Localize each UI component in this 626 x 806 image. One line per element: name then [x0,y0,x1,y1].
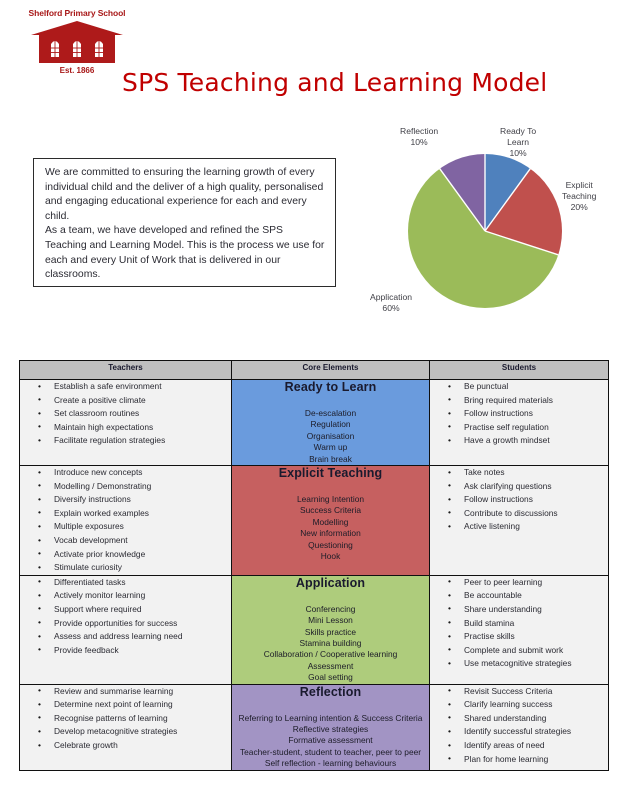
pie-label-et-value: 20% [570,202,588,212]
list-item: • Be punctual [464,380,608,394]
page-header [0,0,626,118]
list-item: • Explain worked examples [54,507,231,521]
students-cell-ready-to-learn [430,380,609,466]
list-item: • Establish a safe environment [54,380,231,394]
table-row [20,380,609,466]
teachers-list [20,576,231,658]
core-element-title: Explicit Teaching [278,466,383,481]
list-item: • Follow instructions [464,493,608,507]
list-item: • Diversify instructions [54,493,231,507]
table-row [20,575,609,684]
teaching-learning-model-table [19,360,609,771]
core-element-item: Hook [320,551,341,562]
pie-slices [408,154,562,308]
students-list [430,466,608,534]
mission-statement-box [33,158,336,287]
core-element-item: Teacher-student, student to teacher, peer to peer [239,746,422,757]
list-item: • Peer to peer learning [464,576,608,590]
students-list [430,576,608,671]
list-item: • Plan for home learning [464,753,608,767]
list-item: • Revisit Success Criteria [464,685,608,699]
list-item: • Create a positive climate [54,394,231,408]
table-body [20,380,609,771]
core-element-item: Reflective strategies [292,724,369,735]
core-element-cell-ready-to-learn [232,380,430,466]
pie-label-ref-value: 10% [410,137,428,147]
teachers-cell-application [20,575,232,684]
list-item: • Celebrate growth [54,739,231,753]
list-item: • Determine next point of learning [54,698,231,712]
pie-label-app-line1: Application [370,292,413,302]
list-item: • Identify successful strategies [464,725,608,739]
core-element-item: Questioning [308,539,353,550]
list-item: • Provide feedback [54,644,231,658]
list-item: • Practise skills [464,630,608,644]
page-title: SPS Teaching and Learning Model [122,68,548,97]
mission-paragraph-2: As a team, we have developed and refined the SPS Teaching and Learning Model. This is the process we use for each and every Unit of Work that is delivered in our classrooms. [45,225,325,281]
list-item: • Activate prior knowledge [54,548,231,562]
list-item: • Clarify learning success [464,698,608,712]
students-cell-reflection [430,684,609,770]
core-element-title: Reflection [299,684,362,699]
students-list [430,380,608,448]
core-element-item: Goal setting [308,672,353,683]
list-item: • Maintain high expectations [54,421,231,435]
list-item: • Stimulate curiosity [54,561,231,575]
core-element-item: Warm up [313,442,348,453]
list-item: • Use metacognitive strategies [464,657,608,671]
core-element-item: Mini Lesson [308,615,353,626]
students-list [430,685,608,767]
list-item: • Have a growth mindset [464,434,608,448]
pie-label-rtl-line1: Ready To [500,126,537,136]
core-element-item: Collaboration / Cooperative learning [263,649,398,660]
list-item: • Shared understanding [464,712,608,726]
pie-label-et-line1: Explicit [565,180,593,190]
core-element-cell-explicit-teaching [232,466,430,576]
logo-school-name: Shelford Primary School [28,8,126,18]
list-item: • Build stamina [464,617,608,631]
list-item: • Differentiated tasks [54,576,231,590]
core-element-item: Formative assessment [288,735,373,746]
list-item: • Review and summarise learning [54,685,231,699]
pie-label-reflection [400,126,438,148]
pie-label-ready-to-learn [500,126,536,159]
model-pie-chart [360,124,626,334]
column-header-core-elements: Core Elements [232,361,430,380]
core-element-item: Self reflection - learning behaviours [264,758,397,769]
core-element-item: Regulation [310,419,351,430]
core-element-item: Brain break [309,453,352,464]
list-item: • Facilitate regulation strategies [54,434,231,448]
core-element-item: Assessment [307,660,354,671]
list-item: • Introduce new concepts [54,466,231,480]
core-element-title: Application [295,575,366,590]
schoolhouse-icon [27,21,127,65]
list-item: • Complete and submit work [464,644,608,658]
teachers-cell-explicit-teaching [20,466,232,576]
pie-label-rtl-line2: Learn [507,137,530,147]
teachers-cell-reflection [20,684,232,770]
list-item: • Follow instructions [464,407,608,421]
pie-label-et-line2: Teaching [562,191,597,201]
list-item: • Support where required [54,603,231,617]
list-item: • Take notes [464,466,608,480]
core-element-item: Modelling [312,516,349,527]
pie-label-rtl-value: 10% [509,148,527,158]
list-item: • Share understanding [464,603,608,617]
core-element-title: Ready to Learn [284,380,377,394]
table-header-row [20,361,609,380]
core-element-item: Learning Intention [296,494,365,505]
pie-label-app-value: 60% [382,303,400,313]
list-item: • Vocab development [54,534,231,548]
list-item: • Develop metacognitive strategies [54,725,231,739]
teachers-list [20,685,231,753]
core-element-item: Conferencing [305,603,356,614]
list-item: • Identify areas of need [464,739,608,753]
core-element-cell-reflection [232,684,430,770]
list-item: • Active listening [464,520,608,534]
list-item: • Provide opportunities for success [54,617,231,631]
column-header-teachers: Teachers [20,361,232,380]
list-item: • Ask clarifying questions [464,480,608,494]
core-element-item: Skills practice [304,626,357,637]
teachers-cell-ready-to-learn [20,380,232,466]
list-item: • Be accountable [464,589,608,603]
list-item: • Set classroom routines [54,407,231,421]
students-cell-explicit-teaching [430,466,609,576]
mission-paragraph-1: We are committed to ensuring the learning growth of every individual child and the deliver of a high quality, personalised and engaging educational experience for each and every child. [45,167,324,222]
core-element-item: De-escalation [304,408,357,418]
pie-label-explicit-teaching [562,180,596,213]
list-item: • Modelling / Demonstrating [54,480,231,494]
students-cell-application [430,575,609,684]
core-element-item: Organisation [306,430,355,441]
list-item: • Assess and address learning need [54,630,231,644]
list-item: • Actively monitor learning [54,589,231,603]
list-item: • Bring required materials [464,394,608,408]
table-row [20,466,609,576]
core-element-cell-application [232,575,430,684]
core-element-item: Stamina building [299,638,362,648]
pie-label-ref-line1: Reflection [400,126,439,136]
core-element-item: New information [300,528,361,539]
list-item: • Recognise patterns of learning [54,712,231,726]
list-item: • Contribute to discussions [464,507,608,521]
logo-established-text: Est. 1866 [59,66,95,75]
core-element-item: Success Criteria [300,505,361,516]
core-element-item: Referring to Learning intention & Success Criteria [238,712,423,723]
table-row [20,684,609,770]
teachers-list [20,466,231,575]
list-item: • Multiple exposures [54,520,231,534]
teachers-list [20,380,231,448]
column-header-students: Students [430,361,609,380]
pie-label-application [370,292,412,314]
list-item: • Practise self regulation [464,421,608,435]
